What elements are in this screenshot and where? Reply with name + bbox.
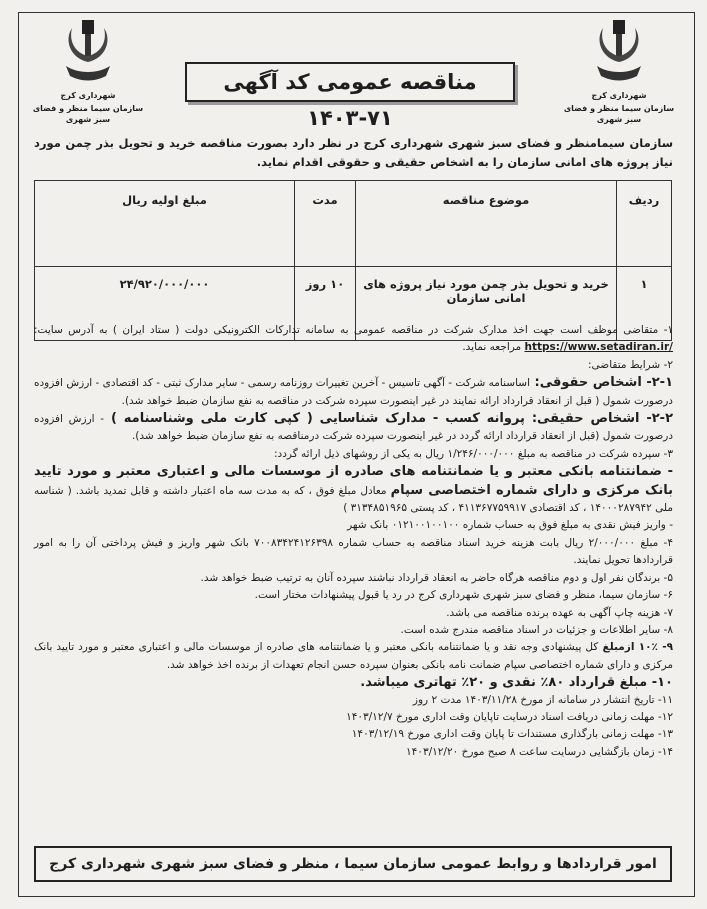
tender-table: [34, 180, 672, 341]
item-10: ۱۰- مبلغ قرارداد ۸۰٪ نقدی و ۲۰٪ تهاتری میباشد.: [360, 675, 673, 691]
logo-line-2: سازمان سیما منظر و فضای سبز شهری: [563, 104, 675, 124]
emblem-icon: [58, 18, 118, 88]
item-2-1: ۲-۱- اشخاص حقوقی: اساسنامه شرکت - آگهی تاسیس - آخرین تغییرات روزنامه رسمی - سایر مدارک ثبتی - کد اقتصادی - ارزش افزوده درصورت شمول ( قبل از انعقاد قرارداد ارائه نمایند در غیر اینصورت سپرده شرکت در مناقصه به نفع سازمان ضبط خواهد شد).: [34, 375, 673, 407]
footer-text: امور قراردادها و روابط عمومی سازمان سیما ، منظر و فضای سبز شهری شهرداری کرج: [49, 856, 657, 872]
setadiran-link[interactable]: https://www.setadiran.ir/: [524, 341, 673, 354]
item-3: ۳- سپرده شرکت در مناقصه به مبلغ ۱/۲۴۶/۰۰۰/۰۰۰ ریال به یکی از روشهای ذیل ارائه گردد:: [274, 447, 673, 460]
item-3-b: - واریز فیش نقدی به مبلغ فوق به حساب شماره ۰۱۲۱۰۰۱۰۰۱۰۰ بانک شهر: [347, 519, 673, 532]
item-1: ۱- متقاضی موظف است جهت اخذ مدارک شرکت در مناقصه عمومی به سامانه تدارکات الکترونیکی دولت ( ستاد ایران ) به آدرس سایت: https://www.setadiran.ir/ مراجعه نماید.: [34, 324, 673, 354]
item-2: ۲- شرایط متقاضی:: [587, 358, 673, 371]
header-amount: مبلغ اولیه ریال: [35, 181, 295, 267]
logo-line-2: سازمان سیما منظر و فضای سبز شهری: [32, 104, 144, 124]
footer-box: [34, 846, 672, 882]
logo-line-1: شهرداری کرج: [60, 91, 116, 100]
item-13: ۱۳- مهلت زمانی بارگذاری مستندات تا پایان وقت اداری مورخ ۱۴۰۳/۱۲/۱۹: [351, 728, 673, 741]
item-3-a: - ضمانتنامه بانکی معتبر و یا ضمانتنامه های صادره از موسسات مالی و اعتباری معتبر و مورد تایید بانک مرکزی و دارای شماره اختصاصی سپام معادل مبلغ فوق ، که به مدت سه ماه اعتبار داشته و قابل تمدید باشد. ( شناسه ملی ۱۴۰۰۰۲۸۷۹۴۲ ، کد اقتصادی ۴۱۱۳۶۷۷۵۹۹۱۷ ، کد پستی ۳۱۳۴۸۵۱۹۶۵ ): [34, 464, 673, 515]
item-14: ۱۴- زمان بازگشایی درسایت ساعت ۸ صبح مورخ ۱۴۰۳/۱۲/۲۰: [406, 745, 673, 758]
item-5: ۵- برندگان نفر اول و دوم مناقصه هرگاه حاضر به انعقاد قرارداد نباشند سپرده آنان به ترتیب ضبط خواهد شد.: [200, 571, 673, 584]
cell-amount: ۲۴/۹۲۰/۰۰۰/۰۰۰: [35, 267, 295, 341]
cell-duration: ۱۰ روز: [295, 267, 356, 341]
item-2-2: ۲-۲- اشخاص حقیقی: پروانه کسب - مدارک شناسایی ( کپی کارت ملی وشناسنامه ) - ارزش افزوده درصورت شمول (قبل از انعقاد قرارداد ارائه گردد در غیر اینصورت سپرده شرکت درمناقصه به نفع سازمان ضبط خواهد شد).: [34, 411, 673, 443]
item-7: ۷- هزینه چاپ آگهی به عهده برنده مناقصه می باشد.: [446, 606, 673, 619]
item-9: ۹- ۱۰٪ ازمبلغ کل پیشنهادی وجه نقد و یا ضمانتنامه بانکی معتبر و یا ضمانتنامه های صادره از موسسات مالی و اعتباری معتبر و مورد تایید بانک مرکزی و دارای شماره اختصاصی سپام ضمانت نامه بانکی بعنوان سپرده حسن انجام تعهدات از برنده اخذ خواهد شد.: [34, 641, 674, 671]
notice-title: مناقصه عمومی کد آگهی ۷۱-۱۴۰۳: [223, 70, 477, 130]
cell-row-number: ۱: [617, 267, 672, 341]
item-4: ۴- مبلغ ۲/۰۰۰/۰۰۰ ریال بابت هزینه خرید اسناد مناقصه به حساب شماره ۷۰۰۸۳۴۲۴۱۲۶۳۹۸ بانک شهر واریز و فیش پرداختی آن را به امور قراردادها تحویل نمایند.: [34, 536, 673, 567]
item-8: ۸- سایر اطلاعات و جزئیات در اسناد مناقصه مندرج شده است.: [400, 623, 673, 636]
municipality-logo-right: [559, 18, 679, 128]
item-12: ۱۲- مهلت زمانی دریافت اسناد درسایت تاپایان وقت اداری مورخ ۱۴۰۳/۱۲/۷: [346, 710, 673, 723]
header-row-number: ردیف: [617, 181, 672, 267]
cell-subject: خرید و تحویل بذر چمن مورد نیاز پروژه های امانی سازمان: [356, 267, 617, 341]
header-duration: مدت: [295, 181, 356, 267]
item-11: ۱۱- تاریخ انتشار در سامانه از مورخ ۱۴۰۳/۱۱/۲۸ مدت ۲ روز: [412, 693, 673, 706]
item-6: ۶- سازمان سیما، منظر و فضای سبز شهری شهرداری کرج در رد یا قبول پیشنهادات مختار است.: [254, 589, 673, 602]
notice-title-box: [185, 62, 515, 130]
intro-paragraph: سازمان سیمامنظر و فضای سبز شهری شهرداری کرج در نظر دارد بصورت مناقصه خرید و تحویل بذر چمن مورد نیاز پروژه های امانی سازمان را به اشخاص حقیقی و حقوقی اقدام نماید.: [34, 136, 673, 169]
conditions-list: [34, 322, 673, 761]
emblem-icon: [589, 18, 649, 88]
header-subject: موضوع مناقصه: [356, 181, 617, 267]
table-header-row: [35, 181, 672, 267]
municipality-logo-left: [28, 18, 148, 128]
logo-line-1: شهرداری کرج: [591, 91, 647, 100]
